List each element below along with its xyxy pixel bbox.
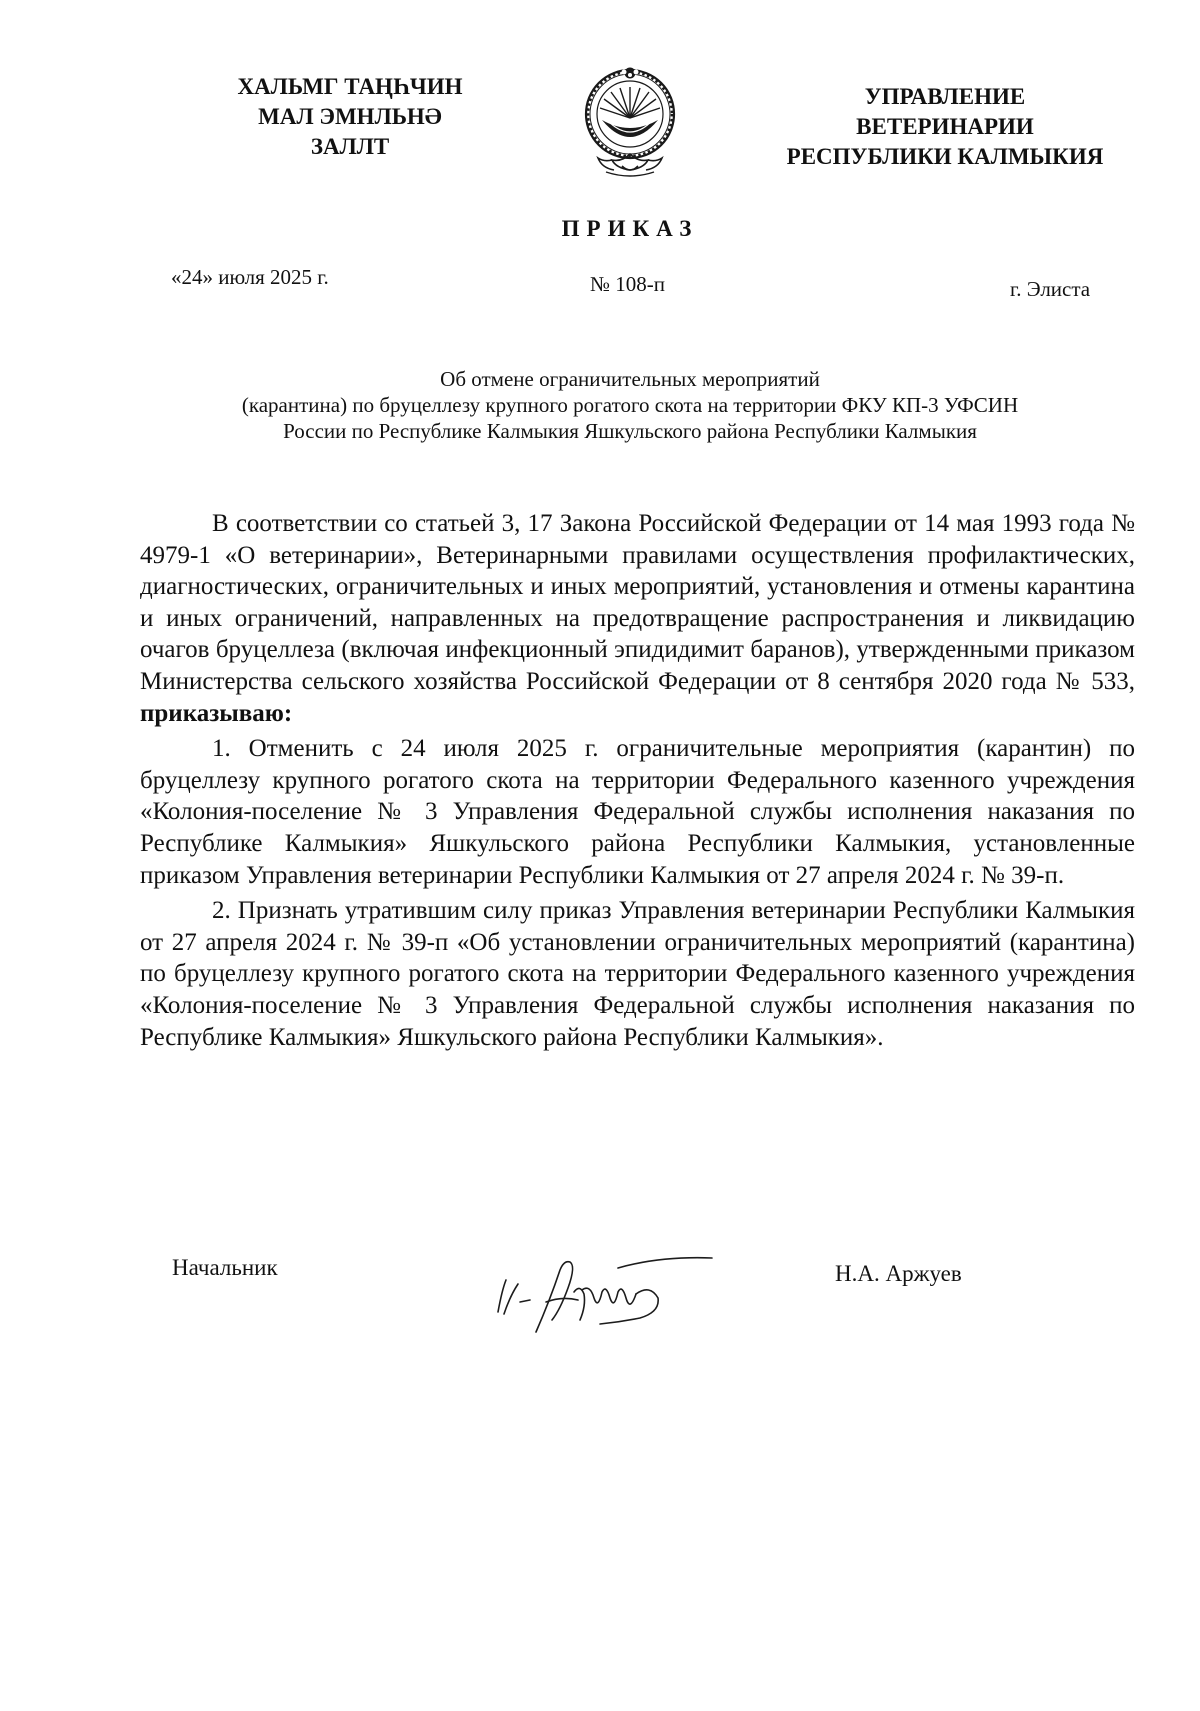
subject-line: Об отмене ограничительных мероприятий	[440, 367, 820, 391]
order-item-1: 1. Отменить с 24 июля 2025 г. ограничительные мероприятия (карантин) по бруцеллезу крупного рогатого скота на территории Федерального казенного учреждения «Колония-поселение № 3 Управления Федеральной службы исполнения наказания по Республике Калмыкия» Яшкульского района Республики Калмыкия, установленные приказом Управления ветеринарии Республики Калмыкия от 27 апреля 2024 г. № 39-п.	[140, 735, 1135, 889]
preamble-paragraph	[140, 508, 1135, 729]
header-left-line: ЗАЛЛТ	[310, 134, 390, 159]
subject-line: (карантина) по бруцеллезу крупного рогатого скота на территории ФКУ КП-3 УФСИН	[241, 393, 1019, 417]
subject-line: России по Республике Калмыкия Яшкульского района Республики Калмыкия	[283, 419, 977, 443]
order-item-2: 2. Признать утратившим силу приказ Управления ветеринарии Республики Калмыкия от 27 апреля 2024 г. № 39-п «Об установлении ограничительных мероприятий (карантина) по бруцеллезу крупного рогатого скота на территории Федерального казенного учреждения «Колония-поселение № 3 Управления Федеральной службы исполнения наказания по Республике Калмыкия» Яшкульского района Республики Калмыкия».	[140, 897, 1135, 1051]
header-org-kalmyk	[185, 72, 515, 162]
handwritten-signature	[490, 1240, 720, 1350]
header-right-line: РЕСПУБЛИКИ КАЛМЫКИЯ	[786, 144, 1104, 169]
signatory-name: Н.А. Аржуев	[835, 1261, 962, 1286]
document-number: № 108-п	[590, 272, 666, 296]
header-left-line: ХАЛЬМГ ТАҢҺЧИН	[237, 74, 463, 99]
header-right-line: ВЕТЕРИНАРИИ	[856, 114, 1034, 139]
signatory-position: Начальник	[172, 1255, 278, 1280]
order-word: приказываю:	[140, 699, 293, 727]
document-body	[140, 508, 1135, 1053]
header-org-russian	[755, 82, 1135, 172]
document-city: г. Элиста	[1010, 277, 1091, 301]
document-type: ПРИКАЗ	[561, 216, 699, 241]
header-left-line: МАЛ ЭМНЛЬНӘ	[258, 104, 442, 129]
preamble-text: В соответствии со статьей 3, 17 Закона Российской Федерации от 14 мая 1993 года № 4979-1 «О ветеринарии», Ветеринарными правилами осуществления профилактических, диагностических, ограничительных и иных мероприятий, установления и отмены карантина и иных ограничений, направленных на предотвращение распространения и ликвидацию очагов бруцеллеза (включая инфекционный эпидидимит баранов), утвержденными приказом Министерства сельского хозяйства Российской Федерации от 8 сентября 2020 года № 533,	[140, 510, 1135, 695]
header-right-line: УПРАВЛЕНИЕ	[864, 84, 1026, 109]
document-date: «24» июля 2025 г.	[171, 265, 329, 289]
coat-of-arms-icon	[582, 62, 678, 180]
document-subject	[150, 366, 1110, 444]
